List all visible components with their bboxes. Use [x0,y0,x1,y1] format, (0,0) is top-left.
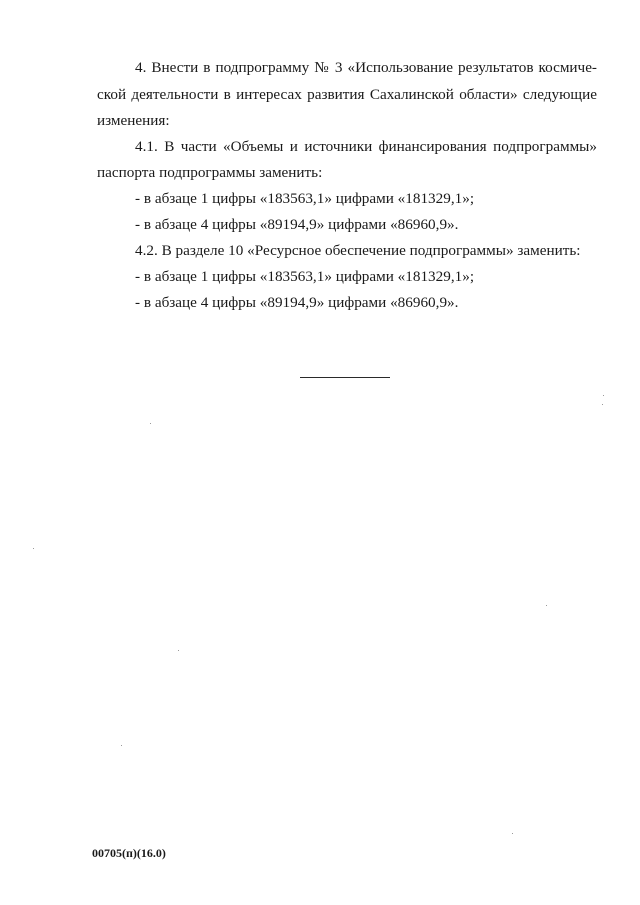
item-4-line-1: 4. Внести в подпрограмму № 3 «Использование результатов космиче- [135,59,597,76]
scan-speck [512,833,513,834]
scan-speck [546,605,547,606]
footer-code: 00705(п)(16.0) [92,846,166,860]
item-4-2-line-1: 4.2. В разделе 10 «Ресурсное обеспечение подпрограммы» заменить: [135,242,581,259]
scan-speck [150,423,151,424]
scan-speck [603,395,604,396]
item-4-1-bullet-1: - в абзаце 1 цифры «183563,1» цифрами «181329,1»; [135,190,475,207]
scan-speck [178,650,179,651]
item-4-2-bullet-2: - в абзаце 4 цифры «89194,9» цифрами «86960,9». [135,294,459,311]
item-4-1-bullet-2: - в абзаце 4 цифры «89194,9» цифрами «86960,9». [135,216,459,233]
scan-speck [33,548,34,549]
scan-speck [121,745,122,746]
scan-speck [602,404,603,405]
item-4-2-bullet-1: - в абзаце 1 цифры «183563,1» цифрами «181329,1»; [135,268,475,285]
end-divider [300,377,390,378]
item-4-1-line-1: 4.1. В части «Объемы и источники финансирования подпрограммы» [135,138,597,155]
item-4-1-line-2: паспорта подпрограммы заменить: [97,164,323,181]
item-4-line-3: изменения: [97,112,170,129]
item-4-line-2: ской деятельности в интересах развития Сахалинской области» следующие [97,86,597,103]
